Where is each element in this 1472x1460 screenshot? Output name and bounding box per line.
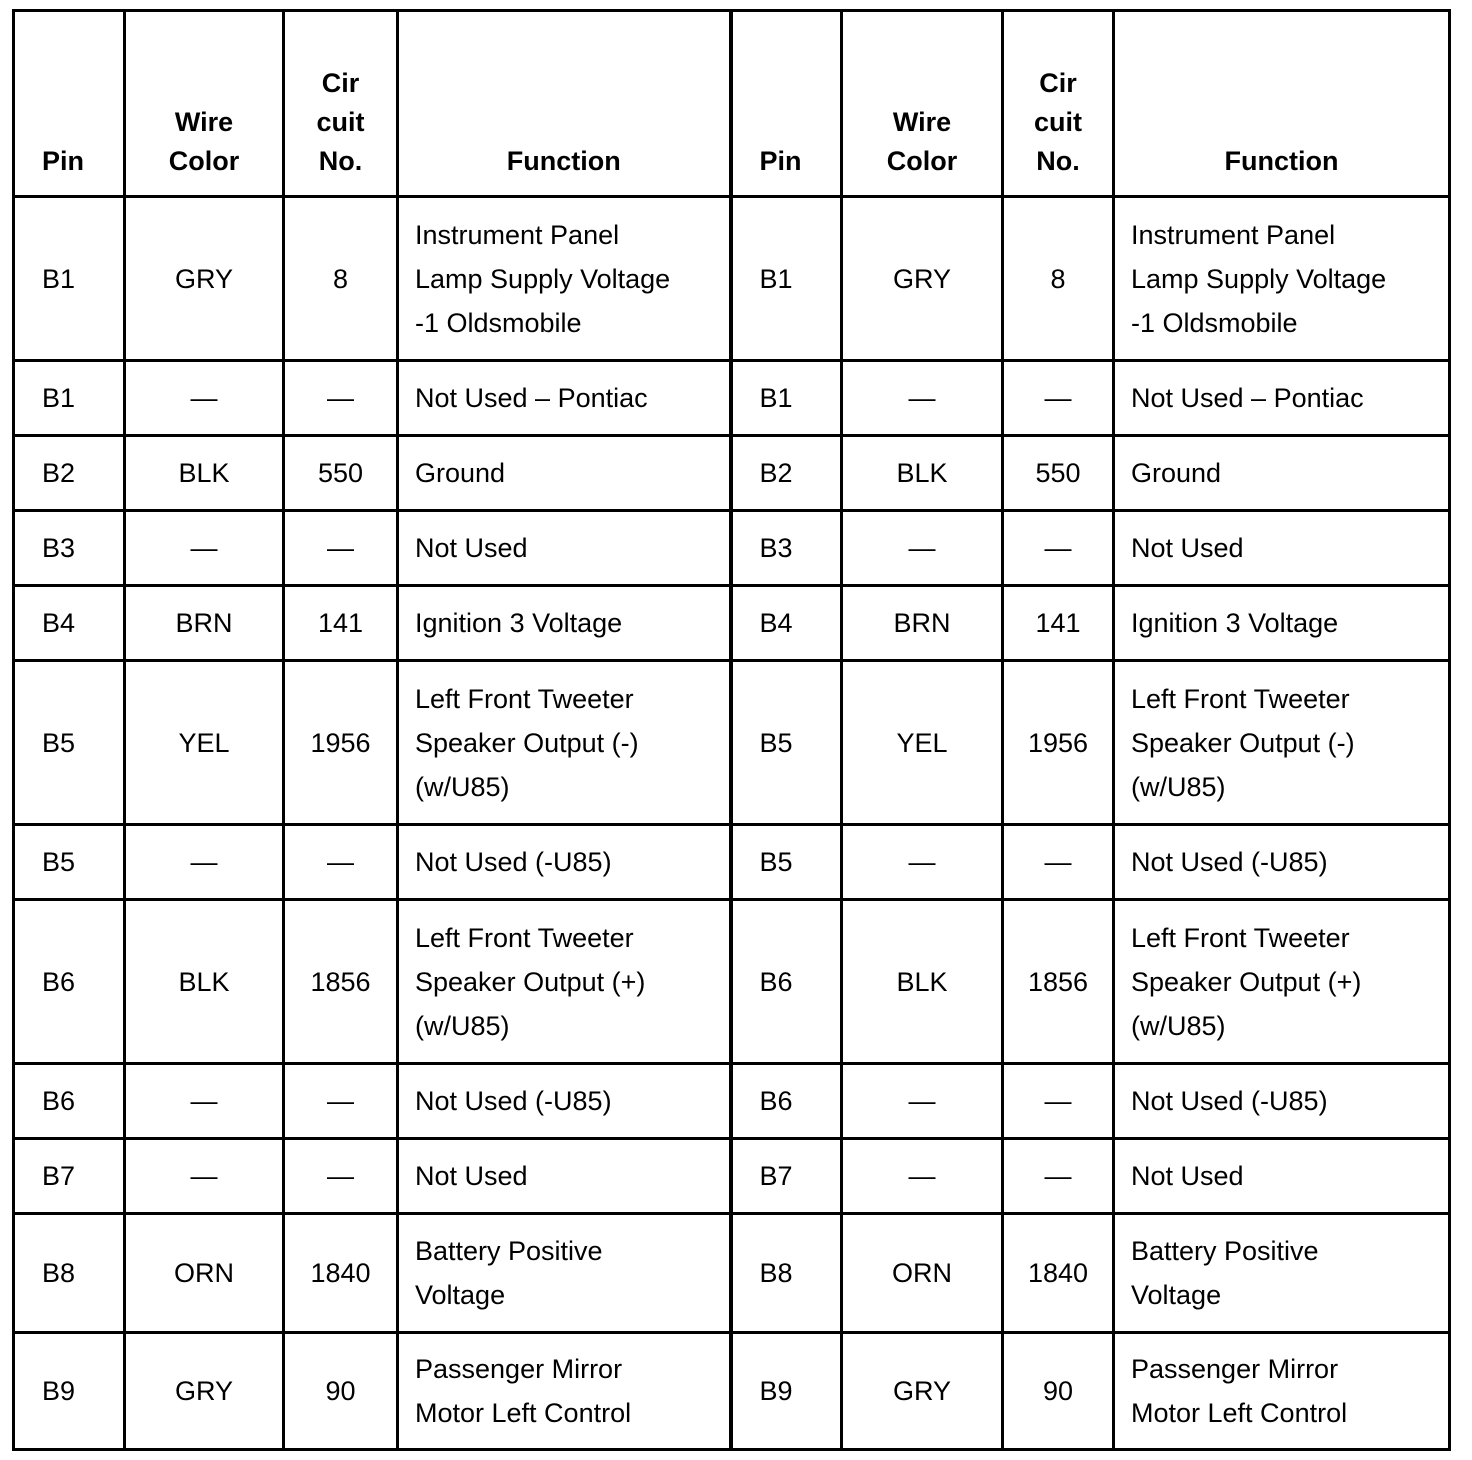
function-cell: Not Used (-U85) xyxy=(398,1064,731,1139)
function-cell: Passenger Mirror Motor Left Control xyxy=(398,1333,731,1450)
function-cell: Battery Positive Voltage xyxy=(398,1214,731,1333)
circuit-no-cell: — xyxy=(1003,361,1114,436)
pin-cell: B5 xyxy=(731,661,842,825)
table-body xyxy=(14,197,1450,1450)
wire-color-cell: GRY xyxy=(125,1333,284,1450)
wire-color-cell: — xyxy=(125,361,284,436)
connector-pinout-table xyxy=(12,9,1451,1451)
pin-cell: B9 xyxy=(731,1333,842,1450)
pin-cell: B6 xyxy=(731,1064,842,1139)
circuit-no-cell: 550 xyxy=(284,436,398,511)
circuit-no-cell: 8 xyxy=(1003,197,1114,361)
wire-color-cell: BRN xyxy=(842,586,1003,661)
pin-cell: B2 xyxy=(731,436,842,511)
function-cell: Ground xyxy=(1114,436,1450,511)
pin-cell: B4 xyxy=(14,586,125,661)
pin-cell: B9 xyxy=(14,1333,125,1450)
wire-color-cell: — xyxy=(125,825,284,900)
wire-color-cell: — xyxy=(125,1139,284,1214)
pin-cell: B7 xyxy=(14,1139,125,1214)
pin-cell: B1 xyxy=(14,361,125,436)
wire-color-cell: BLK xyxy=(125,436,284,511)
circuit-no-cell: 1840 xyxy=(1003,1214,1114,1333)
circuit-no-cell: 90 xyxy=(284,1333,398,1450)
wire-color-cell: ORN xyxy=(842,1214,1003,1333)
circuit-no-cell: 8 xyxy=(284,197,398,361)
header-function: Function xyxy=(1114,11,1450,197)
function-cell: Battery Positive Voltage xyxy=(1114,1214,1450,1333)
pin-cell: B6 xyxy=(14,900,125,1064)
header-circuit-no: Cir cuit No. xyxy=(1003,11,1114,197)
wire-color-cell: — xyxy=(125,511,284,586)
wire-color-cell: ORN xyxy=(125,1214,284,1333)
pin-cell: B4 xyxy=(731,586,842,661)
wire-color-cell: BLK xyxy=(842,900,1003,1064)
table-row xyxy=(14,586,1450,661)
header-circuit-no: Cir cuit No. xyxy=(284,11,398,197)
pin-cell: B2 xyxy=(14,436,125,511)
table-row xyxy=(14,661,1450,825)
table-row xyxy=(14,361,1450,436)
function-cell: Not Used – Pontiac xyxy=(1114,361,1450,436)
function-cell: Not Used (-U85) xyxy=(398,825,731,900)
pin-cell: B7 xyxy=(731,1139,842,1214)
function-cell: Not Used xyxy=(398,511,731,586)
function-cell: Not Used xyxy=(1114,1139,1450,1214)
table-row xyxy=(14,436,1450,511)
wire-color-cell: GRY xyxy=(125,197,284,361)
wire-color-cell: YEL xyxy=(842,661,1003,825)
wire-color-cell: GRY xyxy=(842,1333,1003,1450)
table-row xyxy=(14,1139,1450,1214)
circuit-no-cell: 1856 xyxy=(284,900,398,1064)
header-pin: Pin xyxy=(14,11,125,197)
circuit-no-cell: — xyxy=(1003,1139,1114,1214)
pin-cell: B3 xyxy=(731,511,842,586)
function-cell: Left Front Tweeter Speaker Output (-) (w/U85) xyxy=(398,661,731,825)
circuit-no-cell: — xyxy=(284,511,398,586)
circuit-no-cell: 1956 xyxy=(1003,661,1114,825)
function-cell: Left Front Tweeter Speaker Output (+) (w/U85) xyxy=(398,900,731,1064)
circuit-no-cell: 141 xyxy=(1003,586,1114,661)
table-row xyxy=(14,511,1450,586)
circuit-no-cell: 1956 xyxy=(284,661,398,825)
function-cell: Not Used xyxy=(398,1139,731,1214)
wire-color-cell: — xyxy=(842,361,1003,436)
function-cell: Left Front Tweeter Speaker Output (-) (w/U85) xyxy=(1114,661,1450,825)
circuit-no-cell: — xyxy=(284,825,398,900)
table-row xyxy=(14,825,1450,900)
header-wire-color: Wire Color xyxy=(125,11,284,197)
function-cell: Ground xyxy=(398,436,731,511)
pin-cell: B6 xyxy=(14,1064,125,1139)
table-row xyxy=(14,1214,1450,1333)
pin-cell: B5 xyxy=(14,661,125,825)
circuit-no-cell: — xyxy=(284,361,398,436)
pin-cell: B5 xyxy=(14,825,125,900)
table-row xyxy=(14,900,1450,1064)
function-cell: Ignition 3 Voltage xyxy=(398,586,731,661)
table-row xyxy=(14,1333,1450,1450)
function-cell: Ignition 3 Voltage xyxy=(1114,586,1450,661)
wire-color-cell: BLK xyxy=(125,900,284,1064)
wire-color-cell: — xyxy=(842,511,1003,586)
function-cell: Not Used (-U85) xyxy=(1114,1064,1450,1139)
circuit-no-cell: 1856 xyxy=(1003,900,1114,1064)
header-wire-color: Wire Color xyxy=(842,11,1003,197)
pin-cell: B8 xyxy=(14,1214,125,1333)
function-cell: Instrument Panel Lamp Supply Voltage -1 Oldsmobile xyxy=(1114,197,1450,361)
pin-cell: B1 xyxy=(731,361,842,436)
function-cell: Left Front Tweeter Speaker Output (+) (w/U85) xyxy=(1114,900,1450,1064)
header-row xyxy=(14,11,1450,197)
circuit-no-cell: — xyxy=(1003,511,1114,586)
pin-cell: B6 xyxy=(731,900,842,1064)
wire-color-cell: — xyxy=(125,1064,284,1139)
wire-color-cell: — xyxy=(842,1139,1003,1214)
pin-cell: B3 xyxy=(14,511,125,586)
circuit-no-cell: 90 xyxy=(1003,1333,1114,1450)
function-cell: Not Used (-U85) xyxy=(1114,825,1450,900)
function-cell: Instrument Panel Lamp Supply Voltage -1 Oldsmobile xyxy=(398,197,731,361)
table-row xyxy=(14,1064,1450,1139)
wire-color-cell: BRN xyxy=(125,586,284,661)
function-cell: Not Used xyxy=(1114,511,1450,586)
circuit-no-cell: 1840 xyxy=(284,1214,398,1333)
wire-color-cell: GRY xyxy=(842,197,1003,361)
wire-color-cell: BLK xyxy=(842,436,1003,511)
pin-cell: B1 xyxy=(731,197,842,361)
circuit-no-cell: 141 xyxy=(284,586,398,661)
circuit-no-cell: — xyxy=(1003,1064,1114,1139)
wire-color-cell: — xyxy=(842,1064,1003,1139)
circuit-no-cell: — xyxy=(1003,825,1114,900)
circuit-no-cell: — xyxy=(284,1064,398,1139)
pin-cell: B5 xyxy=(731,825,842,900)
function-cell: Not Used – Pontiac xyxy=(398,361,731,436)
circuit-no-cell: 550 xyxy=(1003,436,1114,511)
wire-color-cell: YEL xyxy=(125,661,284,825)
pin-cell: B8 xyxy=(731,1214,842,1333)
table-row xyxy=(14,197,1450,361)
pin-cell: B1 xyxy=(14,197,125,361)
header-pin: Pin xyxy=(731,11,842,197)
circuit-no-cell: — xyxy=(284,1139,398,1214)
header-function: Function xyxy=(398,11,731,197)
wire-color-cell: — xyxy=(842,825,1003,900)
function-cell: Passenger Mirror Motor Left Control xyxy=(1114,1333,1450,1450)
